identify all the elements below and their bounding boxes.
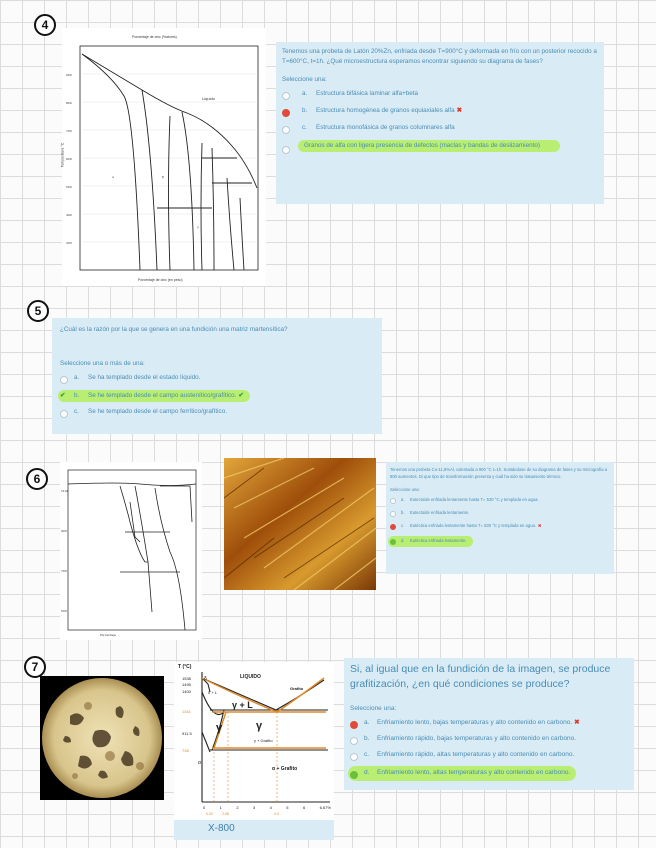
radio-6b[interactable] bbox=[390, 511, 396, 517]
label-alpha-grafito: α + Grafito bbox=[272, 766, 298, 772]
svg-text:900: 900 bbox=[66, 73, 72, 77]
fe-c-axis-title: T (°C) bbox=[178, 664, 192, 670]
option-6c[interactable]: c. Eutéctica enfriada lentamente hasta T= 530 °C y templada en agua. ✖ bbox=[390, 523, 610, 536]
temp-738: 738 bbox=[182, 748, 189, 753]
wrong-icon: ✖ bbox=[538, 522, 542, 528]
radio-6a[interactable] bbox=[390, 498, 396, 504]
option-5a[interactable]: a. Se ha templado desde el estado líquido. bbox=[60, 373, 374, 390]
temp-1495: 1495 bbox=[182, 682, 191, 687]
cu-zn-phase-diagram bbox=[62, 28, 266, 286]
question-4-card bbox=[276, 42, 604, 204]
svg-text:400: 400 bbox=[66, 213, 72, 217]
wrong-icon: ✖ bbox=[456, 107, 462, 114]
select-label: Seleccione una: bbox=[350, 705, 397, 712]
radio-7d[interactable] bbox=[350, 771, 358, 779]
option-6b[interactable]: b. Eutectoide enfriada lentamente. bbox=[390, 510, 610, 523]
radio-6d[interactable] bbox=[390, 539, 396, 545]
select-label: Seleccione una: bbox=[390, 487, 420, 493]
option-6d[interactable] bbox=[390, 536, 610, 547]
question-number-4: 4 bbox=[34, 14, 56, 36]
label-delta: δ bbox=[204, 676, 207, 682]
micrograph-circle bbox=[40, 676, 164, 800]
label-gamma-liquid: γ + L bbox=[232, 700, 253, 710]
highlighted-answer: Granos de alfa con ligera presencia de defectos (maclas y bandas de deslizamiento) bbox=[298, 140, 560, 152]
cu-al-diagram-lines bbox=[60, 462, 202, 640]
highlighted-answer: d. Enfriamiento lento, altas temperaturas y alto contenido en carbono. bbox=[348, 766, 576, 781]
option-7c[interactable]: c. Enfriamiento rápido, altas temperaturas y alto contenido en carbono. bbox=[350, 750, 628, 766]
option-6a[interactable]: a. Eutectoide enfriada lentamente hasta T= 530 °C y templada en agua. bbox=[390, 497, 610, 510]
select-label: Seleccione una: bbox=[282, 76, 327, 83]
radio-7b[interactable] bbox=[350, 737, 358, 745]
option-4c[interactable]: c. Estructura monofásica de granos columnares alfa bbox=[282, 123, 598, 140]
label-gamma: γ bbox=[216, 722, 223, 734]
option-5c[interactable]: c. Se he templado desde el campo ferrítico/grafítico. bbox=[60, 407, 374, 424]
svg-text:γ: γ bbox=[197, 225, 199, 229]
question-7-text: Si, al igual que en la fundición de la imagen, se produce grafitización, ¿en qué condiciones se produce? bbox=[350, 663, 611, 690]
radio-4c[interactable] bbox=[282, 126, 290, 134]
cast-iron-micrograph bbox=[40, 676, 164, 800]
fe-c-phase-diagram bbox=[174, 662, 334, 840]
temp-1400: 1400 bbox=[182, 689, 191, 694]
checkbox-5a[interactable] bbox=[60, 376, 68, 384]
svg-text:α: α bbox=[112, 175, 114, 179]
checkbox-5c[interactable] bbox=[60, 410, 68, 418]
radio-4a[interactable] bbox=[282, 92, 290, 100]
x-axis-ticks: 0 1 2 3 4 5 6 6.67% bbox=[203, 805, 331, 810]
check-icon: ✔ bbox=[238, 392, 244, 399]
radio-6c[interactable] bbox=[390, 524, 396, 530]
wrong-icon: ✖ bbox=[574, 719, 580, 726]
option-7b[interactable]: b. Enfriamiento rápido, bajas temperaturas y alto contenido en carbono. bbox=[350, 734, 628, 750]
option-4b[interactable]: b. Estructura homogénea de granos equiaxiales alfa ✖ bbox=[282, 106, 598, 123]
question-5-card bbox=[52, 318, 382, 434]
fe-c-diagram-lines bbox=[174, 662, 334, 840]
question-7-card bbox=[344, 658, 634, 790]
question-6-card bbox=[386, 462, 614, 574]
select-label: Seleccione una o más de una: bbox=[60, 360, 145, 367]
radio-7c[interactable] bbox=[350, 753, 358, 761]
svg-text:1100: 1100 bbox=[61, 489, 69, 493]
svg-text:Porcentaje: Porcentaje bbox=[100, 633, 116, 637]
micrograph-texture bbox=[224, 458, 376, 590]
option-4d[interactable] bbox=[282, 140, 598, 154]
label-delta-liquid: δ + L bbox=[208, 690, 218, 695]
svg-text:600: 600 bbox=[66, 157, 72, 161]
svg-text:800: 800 bbox=[66, 101, 72, 105]
svg-text:500: 500 bbox=[61, 609, 67, 613]
radio-4b[interactable] bbox=[282, 109, 290, 117]
svg-text:β: β bbox=[162, 175, 164, 179]
svg-text:900: 900 bbox=[61, 529, 67, 533]
svg-text:700: 700 bbox=[66, 129, 72, 133]
option-7a[interactable]: a. Enfriamiento lento, bajas temperaturas y alto contenido en carbono. ✖ bbox=[350, 718, 628, 734]
diagram-liquid-label: Liquido bbox=[202, 96, 215, 101]
label-gamma-grafito: γ + Grafito bbox=[254, 738, 273, 743]
question-number-5: 5 bbox=[27, 300, 49, 322]
question-number-6: 6 bbox=[26, 468, 48, 490]
diagram-y-label: Temperatura °C bbox=[60, 142, 65, 168]
question-number-7: 7 bbox=[24, 656, 46, 678]
label-gamma-2: γ bbox=[256, 720, 263, 732]
temp-911: 911.5 bbox=[182, 731, 192, 736]
svg-text:500: 500 bbox=[66, 185, 72, 189]
option-5b[interactable] bbox=[60, 390, 374, 407]
label-alpha: α bbox=[198, 760, 201, 766]
x-special-208: 2.08 bbox=[222, 812, 229, 816]
magnification-label: X-800 bbox=[208, 823, 235, 834]
micrograph-caption-box bbox=[174, 820, 334, 840]
radio-4d[interactable] bbox=[282, 146, 290, 154]
check-icon: ✔ bbox=[60, 392, 66, 399]
radio-7a[interactable] bbox=[350, 721, 358, 729]
temp-1538: 1538 bbox=[182, 676, 191, 681]
question-4-text: Tenemos una probeta de Latón 20%Zn, enfriada desde T=900°C y deformada en frío con un posterior recocido a T=600°C, t=1h. ¿Qué microestructura esperamos encontrar siguiendo su diagrama de fases? bbox=[282, 48, 597, 65]
highlighted-answer: d. Eutéctica enfriada lentamente. bbox=[388, 536, 473, 547]
highlighted-answer: ✔ b. Se he templado desde el campo austenítico/grafítico. ✔ bbox=[58, 390, 250, 402]
phase-diagram-lines bbox=[62, 28, 266, 286]
option-7d[interactable] bbox=[350, 766, 628, 781]
svg-text:700: 700 bbox=[61, 569, 67, 573]
x-special-43: 4.3 bbox=[274, 812, 279, 816]
temp-1154: 1154 bbox=[182, 709, 191, 714]
label-grafito-top: Grafito bbox=[290, 686, 304, 691]
cu-al-phase-diagram bbox=[60, 462, 202, 640]
diagram-bottom-label: Porcentaje de cinc (en peso) bbox=[138, 278, 183, 282]
diagram-top-label: Porcentaje de cinc (%atoms) bbox=[132, 35, 177, 39]
question-6-text: Tenemos una probeta Cu-11,8%Al, calentada a 900 °C t=1h. Sustándose de su diagrama de fases y su micrografía a 800 aumentos. Di que tipo de transformación presenta y cuál ha sido su tratamiento térmico. bbox=[390, 467, 608, 479]
svg-text:300: 300 bbox=[66, 241, 72, 245]
option-4a[interactable]: a. Estructura bifásica laminar alfa+beta bbox=[282, 89, 598, 106]
label-liquid: LIQUIDO bbox=[240, 674, 261, 680]
x-special-002: 0.02 bbox=[206, 812, 213, 816]
question-5-text: ¿Cuál es la razón por la que se genera en una fundición una matriz martensítica? bbox=[60, 326, 288, 333]
cu-al-micrograph bbox=[224, 458, 376, 590]
